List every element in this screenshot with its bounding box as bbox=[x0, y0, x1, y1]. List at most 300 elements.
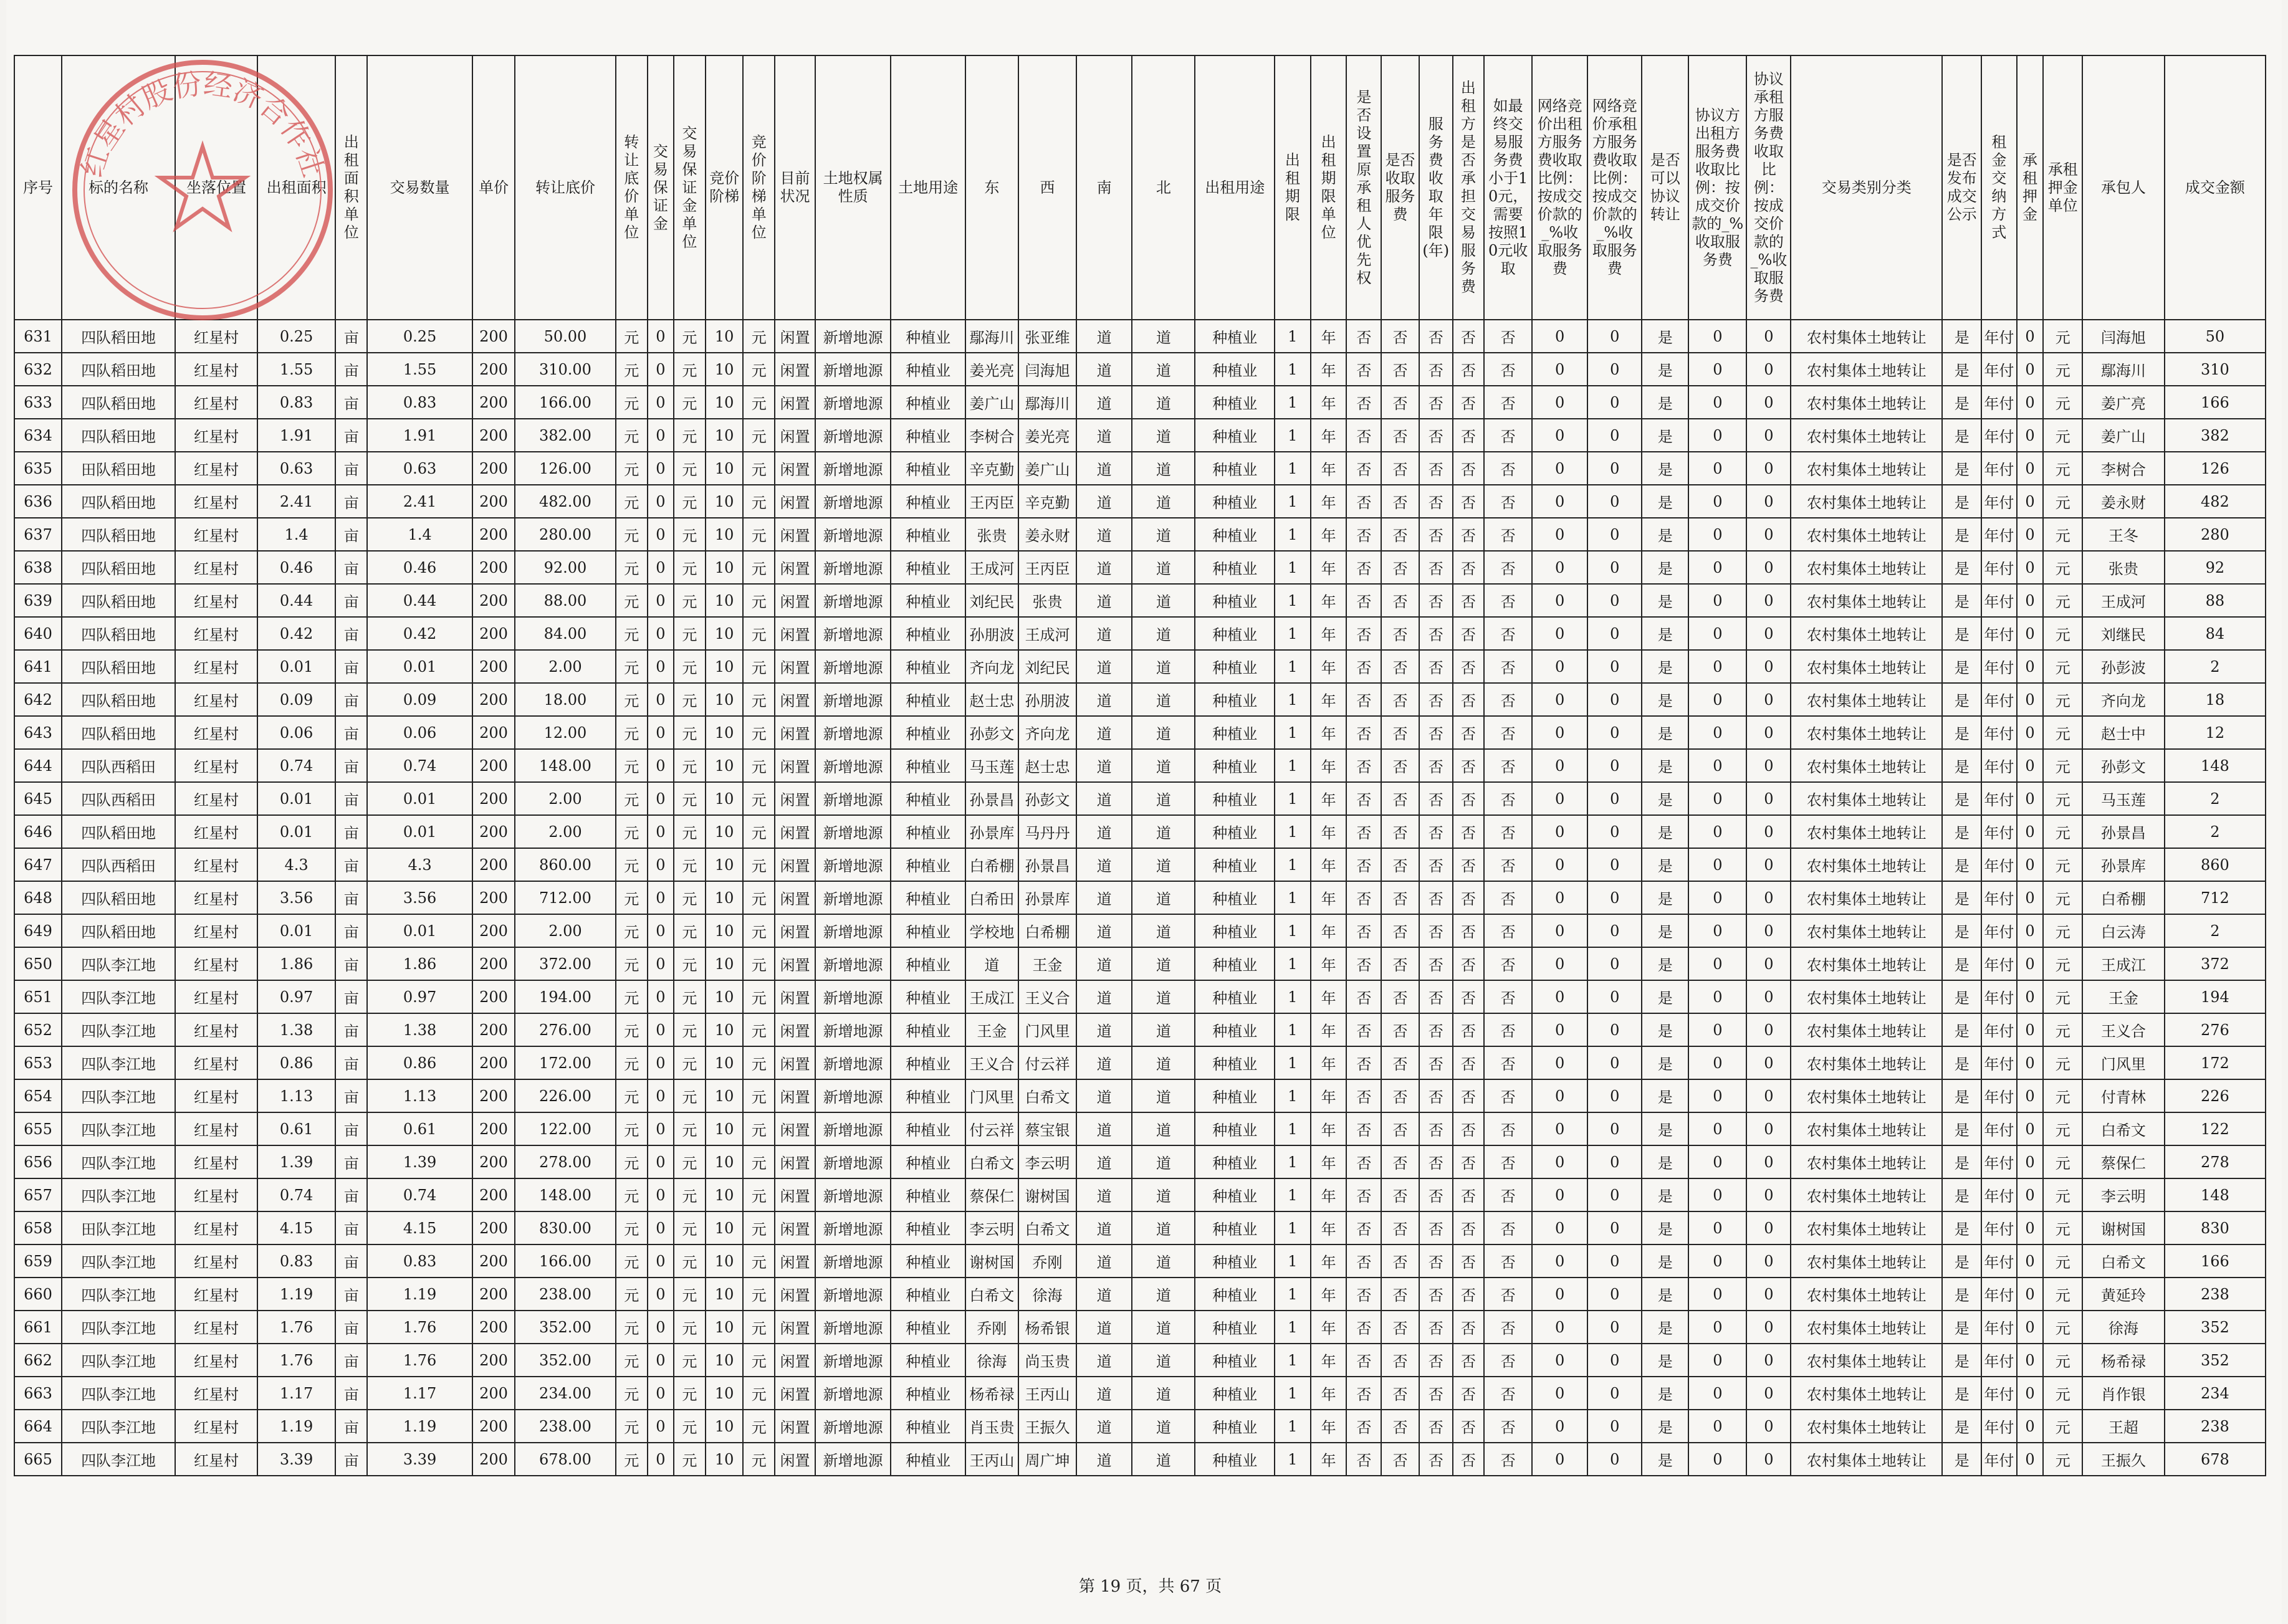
table-cell: 王成河 bbox=[1018, 617, 1076, 650]
table-cell: 新增地源 bbox=[815, 353, 891, 386]
table-cell: 0 bbox=[1688, 848, 1746, 881]
table-cell: 1 bbox=[1275, 1311, 1311, 1344]
table-cell: 元 bbox=[2043, 584, 2082, 617]
table-cell: 种植业 bbox=[1195, 716, 1275, 749]
table-row bbox=[14, 617, 2266, 650]
table-cell: 道 bbox=[1132, 848, 1195, 881]
table-cell: 付云祥 bbox=[965, 1112, 1018, 1145]
table-cell: 种植业 bbox=[1195, 1443, 1275, 1476]
table-cell: 是 bbox=[1642, 1079, 1688, 1112]
table-cell: 1 bbox=[1275, 980, 1311, 1013]
table-cell: 0 bbox=[648, 320, 674, 353]
table-cell: 4.3 bbox=[257, 848, 336, 881]
table-cell: 0 bbox=[1587, 1145, 1642, 1178]
table-cell: 0 bbox=[2017, 782, 2044, 815]
table-cell: 鄢海川 bbox=[1018, 386, 1076, 419]
table-cell: 是 bbox=[1942, 452, 1981, 485]
table-cell: 孙彭文 bbox=[965, 716, 1018, 749]
table-cell: 否 bbox=[1419, 1278, 1453, 1311]
table-cell: 亩 bbox=[335, 848, 367, 881]
table-cell: 否 bbox=[1453, 1211, 1485, 1244]
table-cell: 是 bbox=[1942, 749, 1981, 782]
table-cell: 道 bbox=[1132, 320, 1195, 353]
table-cell: 年付 bbox=[1981, 353, 2017, 386]
table-cell: 王金 bbox=[965, 1013, 1018, 1046]
table-cell: 否 bbox=[1453, 683, 1485, 716]
table-cell: 10 bbox=[706, 782, 744, 815]
table-cell: 200 bbox=[472, 1013, 515, 1046]
table-cell: 新增地源 bbox=[815, 617, 891, 650]
table-cell: 0 bbox=[1746, 815, 1791, 848]
table-cell: 年 bbox=[1311, 1112, 1347, 1145]
table-cell: 0 bbox=[1746, 353, 1791, 386]
table-cell: 道 bbox=[1132, 1278, 1195, 1311]
table-cell: 是 bbox=[1942, 848, 1981, 881]
table-cell: 否 bbox=[1346, 1013, 1381, 1046]
column-header: 北 bbox=[1132, 55, 1195, 320]
table-cell: 0 bbox=[1688, 1178, 1746, 1211]
table-cell: 种植业 bbox=[1195, 584, 1275, 617]
table-cell: 年付 bbox=[1981, 1377, 2017, 1410]
table-cell: 否 bbox=[1346, 1079, 1381, 1112]
table-cell: 0 bbox=[1532, 1410, 1587, 1443]
table-cell: 新增地源 bbox=[815, 650, 891, 683]
seal-text: 红星村股份经济合作社 bbox=[75, 67, 330, 181]
table-cell: 四队李江地 bbox=[62, 1013, 175, 1046]
table-cell: 0 bbox=[648, 1178, 674, 1211]
table-cell: 200 bbox=[472, 716, 515, 749]
table-cell: 126.00 bbox=[515, 452, 616, 485]
table-cell: 元 bbox=[674, 683, 706, 716]
table-cell: 是 bbox=[1942, 815, 1981, 848]
column-header: 网络竞价承租方服务费收取比例：按成交价款的_%收取服务费 bbox=[1587, 55, 1642, 320]
table-cell: 年付 bbox=[1981, 320, 2017, 353]
table-cell: 是 bbox=[1942, 353, 1981, 386]
table-cell: 元 bbox=[743, 1344, 775, 1377]
table-cell: 648 bbox=[14, 881, 62, 914]
table-cell: 农村集体土地转让 bbox=[1791, 1211, 1942, 1244]
table-cell: 年 bbox=[1311, 1244, 1347, 1278]
table-cell: 道 bbox=[1076, 848, 1132, 881]
table-cell: 元 bbox=[743, 386, 775, 419]
table-cell: 659 bbox=[14, 1244, 62, 1278]
table-cell: 否 bbox=[1346, 782, 1381, 815]
table-cell: 亩 bbox=[335, 1145, 367, 1178]
table-cell: 元 bbox=[616, 1278, 648, 1311]
table-cell: 否 bbox=[1453, 1112, 1485, 1145]
table-cell: 红星村 bbox=[175, 617, 257, 650]
table-cell: 0 bbox=[2017, 650, 2044, 683]
table-cell: 姜永财 bbox=[1018, 518, 1076, 551]
table-cell: 0 bbox=[2017, 1278, 2044, 1311]
table-cell: 是 bbox=[1942, 1278, 1981, 1311]
table-row bbox=[14, 1178, 2266, 1211]
table-cell: 种植业 bbox=[891, 716, 965, 749]
table-cell: 四队李江地 bbox=[62, 1079, 175, 1112]
table-cell: 200 bbox=[472, 485, 515, 518]
table-cell: 赵士中 bbox=[2082, 716, 2165, 749]
table-cell: 白希文 bbox=[1018, 1079, 1076, 1112]
table-cell: 否 bbox=[1346, 881, 1381, 914]
table-cell: 年 bbox=[1311, 749, 1347, 782]
table-row bbox=[14, 1112, 2266, 1145]
table-cell: 278 bbox=[2165, 1145, 2266, 1178]
table-cell: 年 bbox=[1311, 320, 1347, 353]
table-row bbox=[14, 551, 2266, 584]
table-cell: 10 bbox=[706, 815, 744, 848]
table-cell: 道 bbox=[1076, 1079, 1132, 1112]
table-cell: 否 bbox=[1484, 617, 1532, 650]
table-cell: 年 bbox=[1311, 1311, 1347, 1344]
table-cell: 12 bbox=[2165, 716, 2266, 749]
table-cell: 四队稻田地 bbox=[62, 683, 175, 716]
table-cell: 否 bbox=[1381, 815, 1419, 848]
table-cell: 元 bbox=[2043, 1145, 2082, 1178]
table-cell: 新增地源 bbox=[815, 980, 891, 1013]
table-cell: 种植业 bbox=[1195, 1046, 1275, 1079]
table-cell: 660 bbox=[14, 1278, 62, 1311]
table-cell: 否 bbox=[1381, 617, 1419, 650]
table-cell: 0 bbox=[648, 848, 674, 881]
table-cell: 元 bbox=[743, 1410, 775, 1443]
table-cell: 是 bbox=[1942, 1311, 1981, 1344]
table-cell: 否 bbox=[1419, 1311, 1453, 1344]
table-cell: 亩 bbox=[335, 419, 367, 452]
table-cell: 道 bbox=[1076, 1013, 1132, 1046]
table-cell: 四队西稻田 bbox=[62, 749, 175, 782]
table-cell: 元 bbox=[674, 1344, 706, 1377]
column-header: 是否设置原承租人优先权 bbox=[1346, 55, 1381, 320]
table-cell: 1.19 bbox=[367, 1278, 472, 1311]
table-cell: 孙景昌 bbox=[1018, 848, 1076, 881]
table-cell: 否 bbox=[1484, 1178, 1532, 1211]
table-cell: 元 bbox=[2043, 947, 2082, 980]
table-cell: 0 bbox=[1688, 1046, 1746, 1079]
table-cell: 道 bbox=[1132, 716, 1195, 749]
table-cell: 年付 bbox=[1981, 419, 2017, 452]
table-cell: 新增地源 bbox=[815, 683, 891, 716]
table-cell: 1.86 bbox=[257, 947, 336, 980]
table-cell: 10 bbox=[706, 848, 744, 881]
table-cell: 种植业 bbox=[891, 452, 965, 485]
table-cell: 0.44 bbox=[257, 584, 336, 617]
table-cell: 否 bbox=[1346, 617, 1381, 650]
table-cell: 1.19 bbox=[257, 1278, 336, 1311]
table-cell: 0 bbox=[2017, 749, 2044, 782]
table-cell: 道 bbox=[1076, 1178, 1132, 1211]
table-cell: 1 bbox=[1275, 1178, 1311, 1211]
table-cell: 0 bbox=[1532, 1046, 1587, 1079]
table-cell: 0 bbox=[1587, 617, 1642, 650]
table-cell: 否 bbox=[1484, 914, 1532, 947]
table-cell: 亩 bbox=[335, 1443, 367, 1476]
table-cell: 1 bbox=[1275, 353, 1311, 386]
table-cell: 道 bbox=[1076, 980, 1132, 1013]
table-cell: 元 bbox=[743, 914, 775, 947]
table-cell: 200 bbox=[472, 1410, 515, 1443]
table-cell: 年 bbox=[1311, 1410, 1347, 1443]
table-cell: 0.42 bbox=[257, 617, 336, 650]
table-cell: 道 bbox=[1076, 914, 1132, 947]
table-cell: 年付 bbox=[1981, 485, 2017, 518]
table-cell: 否 bbox=[1484, 1145, 1532, 1178]
table-cell: 226 bbox=[2165, 1079, 2266, 1112]
table-cell: 乔刚 bbox=[1018, 1244, 1076, 1278]
table-cell: 636 bbox=[14, 485, 62, 518]
table-cell: 道 bbox=[1076, 815, 1132, 848]
table-row bbox=[14, 1013, 2266, 1046]
table-cell: 四队稻田地 bbox=[62, 650, 175, 683]
table-cell: 否 bbox=[1453, 617, 1485, 650]
table-cell: 0 bbox=[1746, 1410, 1791, 1443]
table-cell: 1.19 bbox=[367, 1410, 472, 1443]
table-cell: 年 bbox=[1311, 1013, 1347, 1046]
table-cell: 否 bbox=[1419, 584, 1453, 617]
table-cell: 亩 bbox=[335, 320, 367, 353]
table-cell: 种植业 bbox=[891, 683, 965, 716]
table-cell: 0 bbox=[1688, 1443, 1746, 1476]
table-cell: 655 bbox=[14, 1112, 62, 1145]
table-cell: 道 bbox=[1076, 1046, 1132, 1079]
table-cell: 0 bbox=[2017, 518, 2044, 551]
table-cell: 0 bbox=[2017, 485, 2044, 518]
table-cell: 否 bbox=[1453, 1013, 1485, 1046]
table-cell: 654 bbox=[14, 1079, 62, 1112]
table-cell: 200 bbox=[472, 1211, 515, 1244]
table-cell: 否 bbox=[1484, 1079, 1532, 1112]
table-cell: 红星村 bbox=[175, 1013, 257, 1046]
table-cell: 否 bbox=[1381, 1410, 1419, 1443]
table-cell: 10 bbox=[706, 947, 744, 980]
table-cell: 红星村 bbox=[175, 1278, 257, 1311]
table-cell: 亩 bbox=[335, 1410, 367, 1443]
table-cell: 0.01 bbox=[367, 815, 472, 848]
table-cell: 刘纪民 bbox=[965, 584, 1018, 617]
table-cell: 元 bbox=[674, 980, 706, 1013]
table-cell: 否 bbox=[1346, 353, 1381, 386]
table-cell: 0 bbox=[1532, 320, 1587, 353]
table-cell: 道 bbox=[1132, 1145, 1195, 1178]
table-cell: 10 bbox=[706, 749, 744, 782]
table-cell: 1.17 bbox=[257, 1377, 336, 1410]
table-cell: 张亚维 bbox=[1018, 320, 1076, 353]
table-cell: 是 bbox=[1942, 419, 1981, 452]
table-cell: 0 bbox=[648, 815, 674, 848]
table-cell: 年付 bbox=[1981, 1244, 2017, 1278]
table-cell: 否 bbox=[1346, 1112, 1381, 1145]
table-cell: 元 bbox=[743, 848, 775, 881]
table-cell: 是 bbox=[1942, 1377, 1981, 1410]
table-cell: 农村集体土地转让 bbox=[1791, 716, 1942, 749]
table-cell: 元 bbox=[743, 749, 775, 782]
table-row bbox=[14, 1443, 2266, 1476]
table-cell: 否 bbox=[1453, 1145, 1485, 1178]
page-footer: 第 19 页，共 67 页 bbox=[1078, 1577, 1222, 1596]
table-cell: 是 bbox=[1642, 1178, 1688, 1211]
table-row bbox=[14, 683, 2266, 716]
table-cell: 是 bbox=[1942, 914, 1981, 947]
table-cell: 农村集体土地转让 bbox=[1791, 881, 1942, 914]
table-cell: 0 bbox=[2017, 980, 2044, 1013]
table-cell: 0 bbox=[1746, 551, 1791, 584]
table-cell: 是 bbox=[1642, 782, 1688, 815]
column-header: 序号 bbox=[14, 55, 62, 320]
table-cell: 172 bbox=[2165, 1046, 2266, 1079]
table-cell: 0 bbox=[2017, 848, 2044, 881]
table-cell: 亩 bbox=[335, 1244, 367, 1278]
land-transfer-table bbox=[14, 55, 2266, 1476]
table-cell: 姜永财 bbox=[2082, 485, 2165, 518]
table-cell: 红星村 bbox=[175, 1311, 257, 1344]
table-cell: 农村集体土地转让 bbox=[1791, 485, 1942, 518]
table-cell: 276 bbox=[2165, 1013, 2266, 1046]
table-cell: 种植业 bbox=[1195, 1211, 1275, 1244]
table-cell: 年付 bbox=[1981, 716, 2017, 749]
table-cell: 0.83 bbox=[257, 386, 336, 419]
document-page bbox=[6, 0, 2282, 1624]
table-cell: 0 bbox=[1688, 452, 1746, 485]
table-cell: 否 bbox=[1346, 683, 1381, 716]
table-cell: 1.76 bbox=[367, 1311, 472, 1344]
table-cell: 否 bbox=[1484, 1278, 1532, 1311]
table-cell: 200 bbox=[472, 881, 515, 914]
table-cell: 0.01 bbox=[257, 650, 336, 683]
table-cell: 否 bbox=[1381, 1443, 1419, 1476]
table-cell: 0 bbox=[2017, 683, 2044, 716]
table-cell: 645 bbox=[14, 782, 62, 815]
table-cell: 元 bbox=[2043, 749, 2082, 782]
table-cell: 否 bbox=[1346, 947, 1381, 980]
table-cell: 农村集体土地转让 bbox=[1791, 683, 1942, 716]
table-cell: 0 bbox=[1587, 782, 1642, 815]
table-cell: 元 bbox=[2043, 1244, 2082, 1278]
table-cell: 新增地源 bbox=[815, 1178, 891, 1211]
table-cell: 四队李江地 bbox=[62, 1112, 175, 1145]
table-cell: 3.39 bbox=[257, 1443, 336, 1476]
table-cell: 年付 bbox=[1981, 881, 2017, 914]
table-row bbox=[14, 848, 2266, 881]
table-cell: 是 bbox=[1942, 320, 1981, 353]
table-cell: 200 bbox=[472, 1046, 515, 1079]
table-cell: 否 bbox=[1419, 353, 1453, 386]
table-cell: 元 bbox=[2043, 848, 2082, 881]
table-cell: 新增地源 bbox=[815, 1344, 891, 1377]
column-header: 协议承租方服务费收取比例：按成交价款的_%收取服务费 bbox=[1746, 55, 1791, 320]
table-cell: 红星村 bbox=[175, 353, 257, 386]
table-cell: 种植业 bbox=[891, 518, 965, 551]
table-cell: 0 bbox=[648, 1145, 674, 1178]
table-cell: 1 bbox=[1275, 1013, 1311, 1046]
table-cell: 否 bbox=[1381, 320, 1419, 353]
column-header: 服务费收取年限(年) bbox=[1419, 55, 1453, 320]
table-cell: 10 bbox=[706, 914, 744, 947]
table-cell: 否 bbox=[1453, 386, 1485, 419]
table-cell: 农村集体土地转让 bbox=[1791, 1344, 1942, 1377]
table-cell: 张贵 bbox=[965, 518, 1018, 551]
table-cell: 否 bbox=[1419, 1410, 1453, 1443]
table-cell: 红星村 bbox=[175, 650, 257, 683]
table-cell: 否 bbox=[1484, 716, 1532, 749]
table-cell: 否 bbox=[1453, 518, 1485, 551]
table-cell: 否 bbox=[1381, 485, 1419, 518]
table-cell: 10 bbox=[706, 683, 744, 716]
table-cell: 0 bbox=[1746, 1211, 1791, 1244]
table-cell: 0.97 bbox=[367, 980, 472, 1013]
table-cell: 道 bbox=[1132, 617, 1195, 650]
table-cell: 4.3 bbox=[367, 848, 472, 881]
table-cell: 否 bbox=[1484, 1046, 1532, 1079]
table-cell: 道 bbox=[1076, 452, 1132, 485]
table-cell: 0 bbox=[1532, 716, 1587, 749]
table-cell: 元 bbox=[2043, 1377, 2082, 1410]
table-cell: 是 bbox=[1642, 1443, 1688, 1476]
table-cell: 0 bbox=[1746, 1046, 1791, 1079]
table-cell: 661 bbox=[14, 1311, 62, 1344]
table-cell: 0 bbox=[1532, 584, 1587, 617]
table-cell: 闲置 bbox=[775, 320, 815, 353]
table-cell: 10 bbox=[706, 584, 744, 617]
table-cell: 234 bbox=[2165, 1377, 2266, 1410]
table-cell: 四队稻田地 bbox=[62, 551, 175, 584]
table-cell: 元 bbox=[2043, 650, 2082, 683]
table-cell: 四队李江地 bbox=[62, 1344, 175, 1377]
table-cell: 642 bbox=[14, 683, 62, 716]
table-cell: 种植业 bbox=[891, 980, 965, 1013]
table-cell: 200 bbox=[472, 1278, 515, 1311]
table-row bbox=[14, 1211, 2266, 1244]
table-cell: 10 bbox=[706, 1443, 744, 1476]
table-cell: 种植业 bbox=[891, 1145, 965, 1178]
table-cell: 否 bbox=[1381, 782, 1419, 815]
table-cell: 652 bbox=[14, 1013, 62, 1046]
table-cell: 道 bbox=[1076, 518, 1132, 551]
table-cell: 1.76 bbox=[367, 1344, 472, 1377]
table-cell: 新增地源 bbox=[815, 1377, 891, 1410]
table-cell: 10 bbox=[706, 716, 744, 749]
table-cell: 是 bbox=[1642, 584, 1688, 617]
table-cell: 王丙山 bbox=[965, 1443, 1018, 1476]
table-cell: 种植业 bbox=[1195, 881, 1275, 914]
table-cell: 否 bbox=[1381, 881, 1419, 914]
table-cell: 种植业 bbox=[1195, 650, 1275, 683]
table-cell: 否 bbox=[1381, 914, 1419, 947]
table-cell: 634 bbox=[14, 419, 62, 452]
table-cell: 0.63 bbox=[367, 452, 472, 485]
table-cell: 0 bbox=[1746, 1377, 1791, 1410]
table-cell: 元 bbox=[674, 815, 706, 848]
table-cell: 否 bbox=[1484, 1211, 1532, 1244]
table-cell: 194.00 bbox=[515, 980, 616, 1013]
table-cell: 元 bbox=[743, 1145, 775, 1178]
table-cell: 马丹丹 bbox=[1018, 815, 1076, 848]
table-cell: 1 bbox=[1275, 584, 1311, 617]
table-cell: 种植业 bbox=[1195, 353, 1275, 386]
table-cell: 0 bbox=[1746, 782, 1791, 815]
table-cell: 92.00 bbox=[515, 551, 616, 584]
table-cell: 亩 bbox=[335, 947, 367, 980]
table-cell: 0 bbox=[1688, 1112, 1746, 1145]
table-cell: 310.00 bbox=[515, 353, 616, 386]
table-cell: 0 bbox=[1587, 419, 1642, 452]
table-cell: 年付 bbox=[1981, 1410, 2017, 1443]
table-cell: 否 bbox=[1419, 980, 1453, 1013]
table-cell: 乔刚 bbox=[965, 1311, 1018, 1344]
table-cell: 年 bbox=[1311, 848, 1347, 881]
table-cell: 352.00 bbox=[515, 1311, 616, 1344]
table-cell: 0 bbox=[648, 683, 674, 716]
table-cell: 0 bbox=[2017, 551, 2044, 584]
table-cell: 2 bbox=[2165, 782, 2266, 815]
